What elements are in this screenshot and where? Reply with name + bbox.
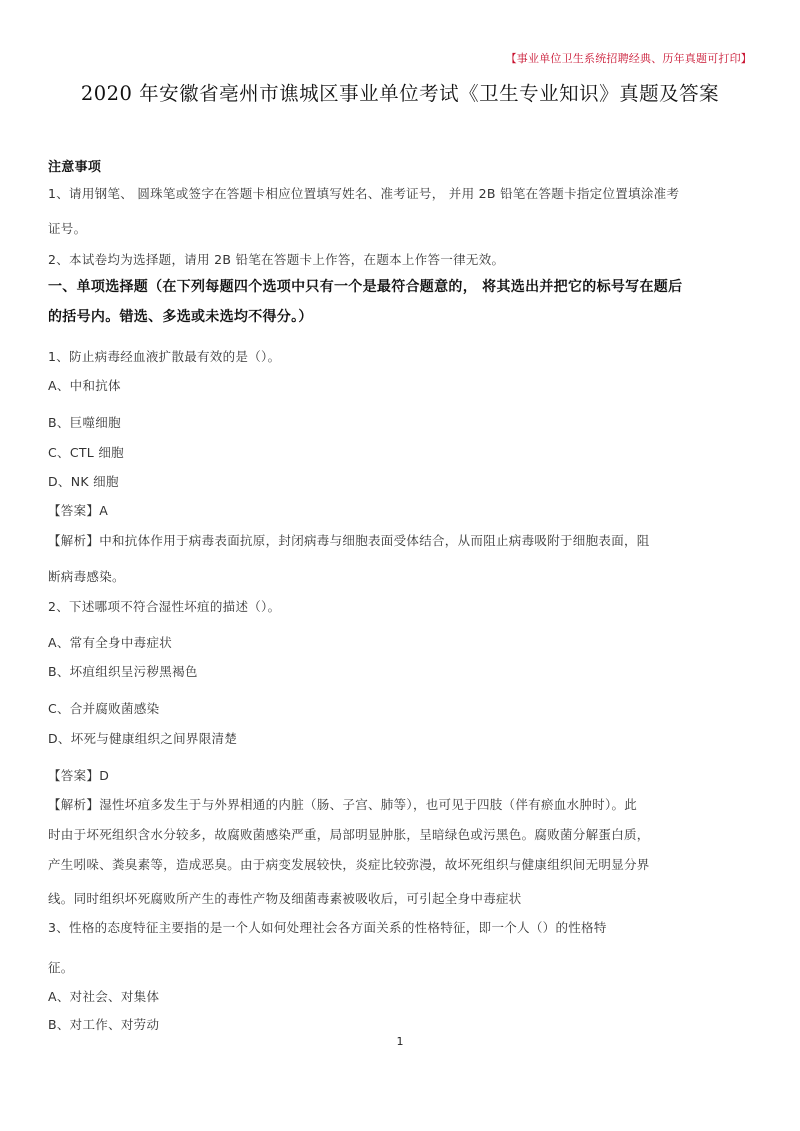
question-1-option-d: D、NK 细胞 <box>48 474 119 489</box>
question-2-option-a: A、常有全身中毒症状 <box>48 635 173 650</box>
document-title: 2020 年安徽省亳州市谯城区事业单位考试《卫生专业知识》真题及答案 <box>80 82 720 105</box>
question-1-analysis-line-1: 【解析】中和抗体作用于病毒表面抗原，封闭病毒与细胞表面受体结合，从而阻止病毒吸附于细胞表面，阻 <box>48 533 650 548</box>
notice-item-1-line-2: 证号。 <box>48 221 87 236</box>
notice-heading: 注意事项 <box>48 160 102 175</box>
question-3-stem-line-1: 3、性格的态度特征主要指的是一个人如何处理社会各方面关系的性格特征，即一个人（）的性格特 <box>48 920 607 935</box>
section-heading-line-1: 一、单项选择题（在下列每题四个选项中只有一个是最符合题意的， 将其选出并把它的标号写在题后 <box>48 279 683 295</box>
question-2-option-c: C、合并腐败菌感染 <box>48 701 160 716</box>
question-1-option-b: B、巨噬细胞 <box>48 415 121 430</box>
question-3-option-b: B、对工作、对劳动 <box>48 1017 160 1032</box>
question-2-answer: 【答案】D <box>48 768 110 783</box>
promo-banner: 【事业单位卫生系统招聘经典、历年真题可打印】 <box>505 52 752 65</box>
section-heading-line-2: 的括号内。错选、多选或未选均不得分。） <box>48 309 313 325</box>
question-2-analysis-line-2: 时由于坏死组织含水分较多，故腐败菌感染严重，局部明显肿胀，呈暗绿色或污黑色。腐败菌分解蛋白质， <box>48 827 650 842</box>
question-3-option-a: A、对社会、对集体 <box>48 989 160 1004</box>
question-2-stem: 2、下述哪项不符合湿性坏疽的描述（）。 <box>48 599 281 614</box>
question-2-analysis-line-1: 【解析】湿性坏疽多发生于与外界相通的内脏（肠、子宫、肺等），也可见于四肢（伴有瘀血水肿时）。此 <box>48 797 638 812</box>
question-2-analysis-line-4: 线。同时组织坏死腐败所产生的毒性产物及细菌毒素被吸收后，可引起全身中毒症状 <box>48 891 522 906</box>
question-1-stem: 1、防止病毒经血液扩散最有效的是（）。 <box>48 349 281 364</box>
page-number: 1 <box>396 1035 404 1048</box>
question-1-answer: 【答案】A <box>48 503 109 518</box>
question-2-analysis-line-3: 产生吲哚、粪臭素等，造成恶臭。由于病变发展较快，炎症比较弥漫，故坏死组织与健康组织间无明显分界 <box>48 857 650 872</box>
notice-item-1-line-1: 1、请用钢笔、 圆珠笔或签字在答题卡相应位置填写姓名、准考证号， 并用 2B 铅笔在答题卡指定位置填涂准考 <box>48 186 680 201</box>
notice-item-2: 2、本试卷均为选择题，请用 2B 铅笔在答题卡上作答，在题本上作答一律无效。 <box>48 252 505 267</box>
question-3-stem-line-2: 征。 <box>48 960 74 975</box>
question-1-analysis-line-2: 断病毒感染。 <box>48 569 125 584</box>
question-1-option-c: C、CTL 细胞 <box>48 445 124 460</box>
question-2-option-d: D、坏死与健康组织之间界限清楚 <box>48 731 238 746</box>
question-1-option-a: A、中和抗体 <box>48 378 121 393</box>
question-2-option-b: B、坏疽组织呈污秽黑褐色 <box>48 664 198 679</box>
